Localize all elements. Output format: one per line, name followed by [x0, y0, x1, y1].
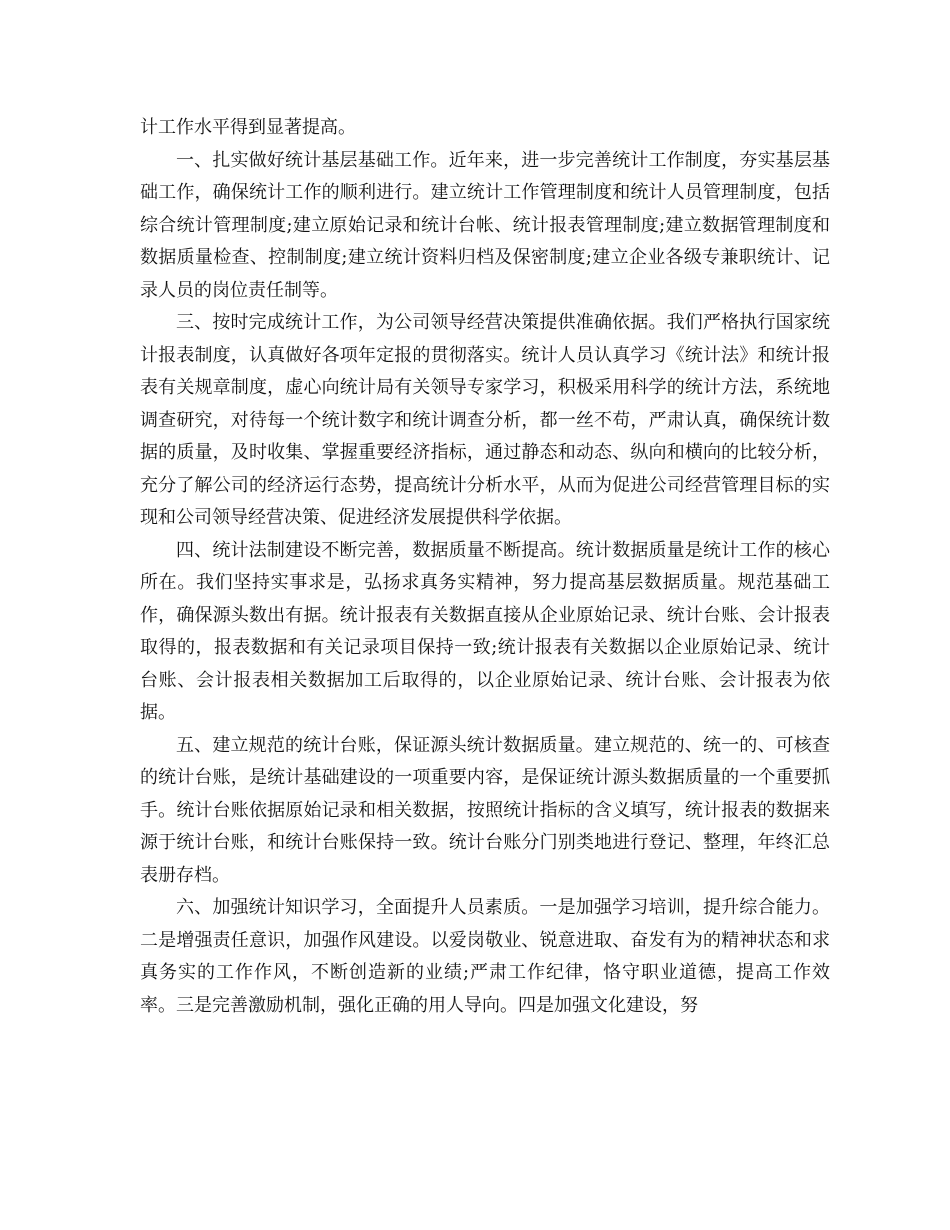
paragraph-section-6: 六、加强统计知识学习，全面提升人员素质。一是加强学习培训，提升综合能力。二是增强责任意识，加强作风建设。以爱岗敬业、锐意进取、奋发有为的精神状态和求真务实的工作作风，不断创造新的业绩;严肃工作纪律，恪守职业道德，提高工作效率。三是完善激励机制，强化正确的用人导向。四是加强文化建设，努 — [140, 897, 830, 1016]
paragraph-section-4: 四、统计法制建设不断完善，数据质量不断提高。统计数据质量是统计工作的核心所在。我们坚持实事求是，弘扬求真务实精神，努力提高基层数据质量。规范基础工作，确保源头数出有据。统计报表有关数据直接从企业原始记录、统计台账、会计报表取得的，报表数据和有关记录项目保持一致;统计报表有关数据以企业原始记录、统计台账、会计报表相关数据加工后取得的，以企业原始记录、统计台账、会计报表为依据。 — [140, 539, 830, 723]
paragraph-section-3: 三、按时完成统计工作，为公司领导经营决策提供准确依据。我们严格执行国家统计报表制度，认真做好各项年定报的贯彻落实。统计人员认真学习《统计法》和统计报表有关规章制度，虚心向统计局有关领导专家学习，积极采用科学的统计方法，系统地调查研究，对待每一个统计数字和统计调查分析，都一丝不苟，严肃认真，确保统计数据的质量，及时收集、掌握重要经济指标，通过静态和动态、纵向和横向的比较分析，充分了解公司的经济运行态势，提高统计分析水平，从而为促进公司经营管理目标的实现和公司领导经营决策、促进经济发展提供科学依据。 — [140, 312, 830, 528]
paragraph-section-5: 五、建立规范的统计台账，保证源头统计数据质量。建立规范的、统一的、可核查的统计台账，是统计基础建设的一项重要内容，是保证统计源头数据质量的一个重要抓手。统计台账依据原始记录和相关数据，按照统计指标的含义填写，统计报表的数据来源于统计台账，和统计台账保持一致。统计台账分门别类地进行登记、整理，年终汇总表册存档。 — [140, 734, 830, 886]
paragraph-continuation: 计工作水平得到显著提高。 — [140, 117, 356, 138]
paragraph-section-1: 一、扎实做好统计基层基础工作。近年来，进一步完善统计工作制度，夯实基层基础工作，确保统计工作的顺利进行。建立统计工作管理制度和统计人员管理制度，包括综合统计管理制度;建立原始记录和统计台帐、统计报表管理制度;建立数据管理制度和数据质量检查、控制制度;建立统计资料归档及保密制度;建立企业各级专兼职统计、记录人员的岗位责任制等。 — [140, 149, 830, 301]
document-body — [140, 112, 830, 1022]
